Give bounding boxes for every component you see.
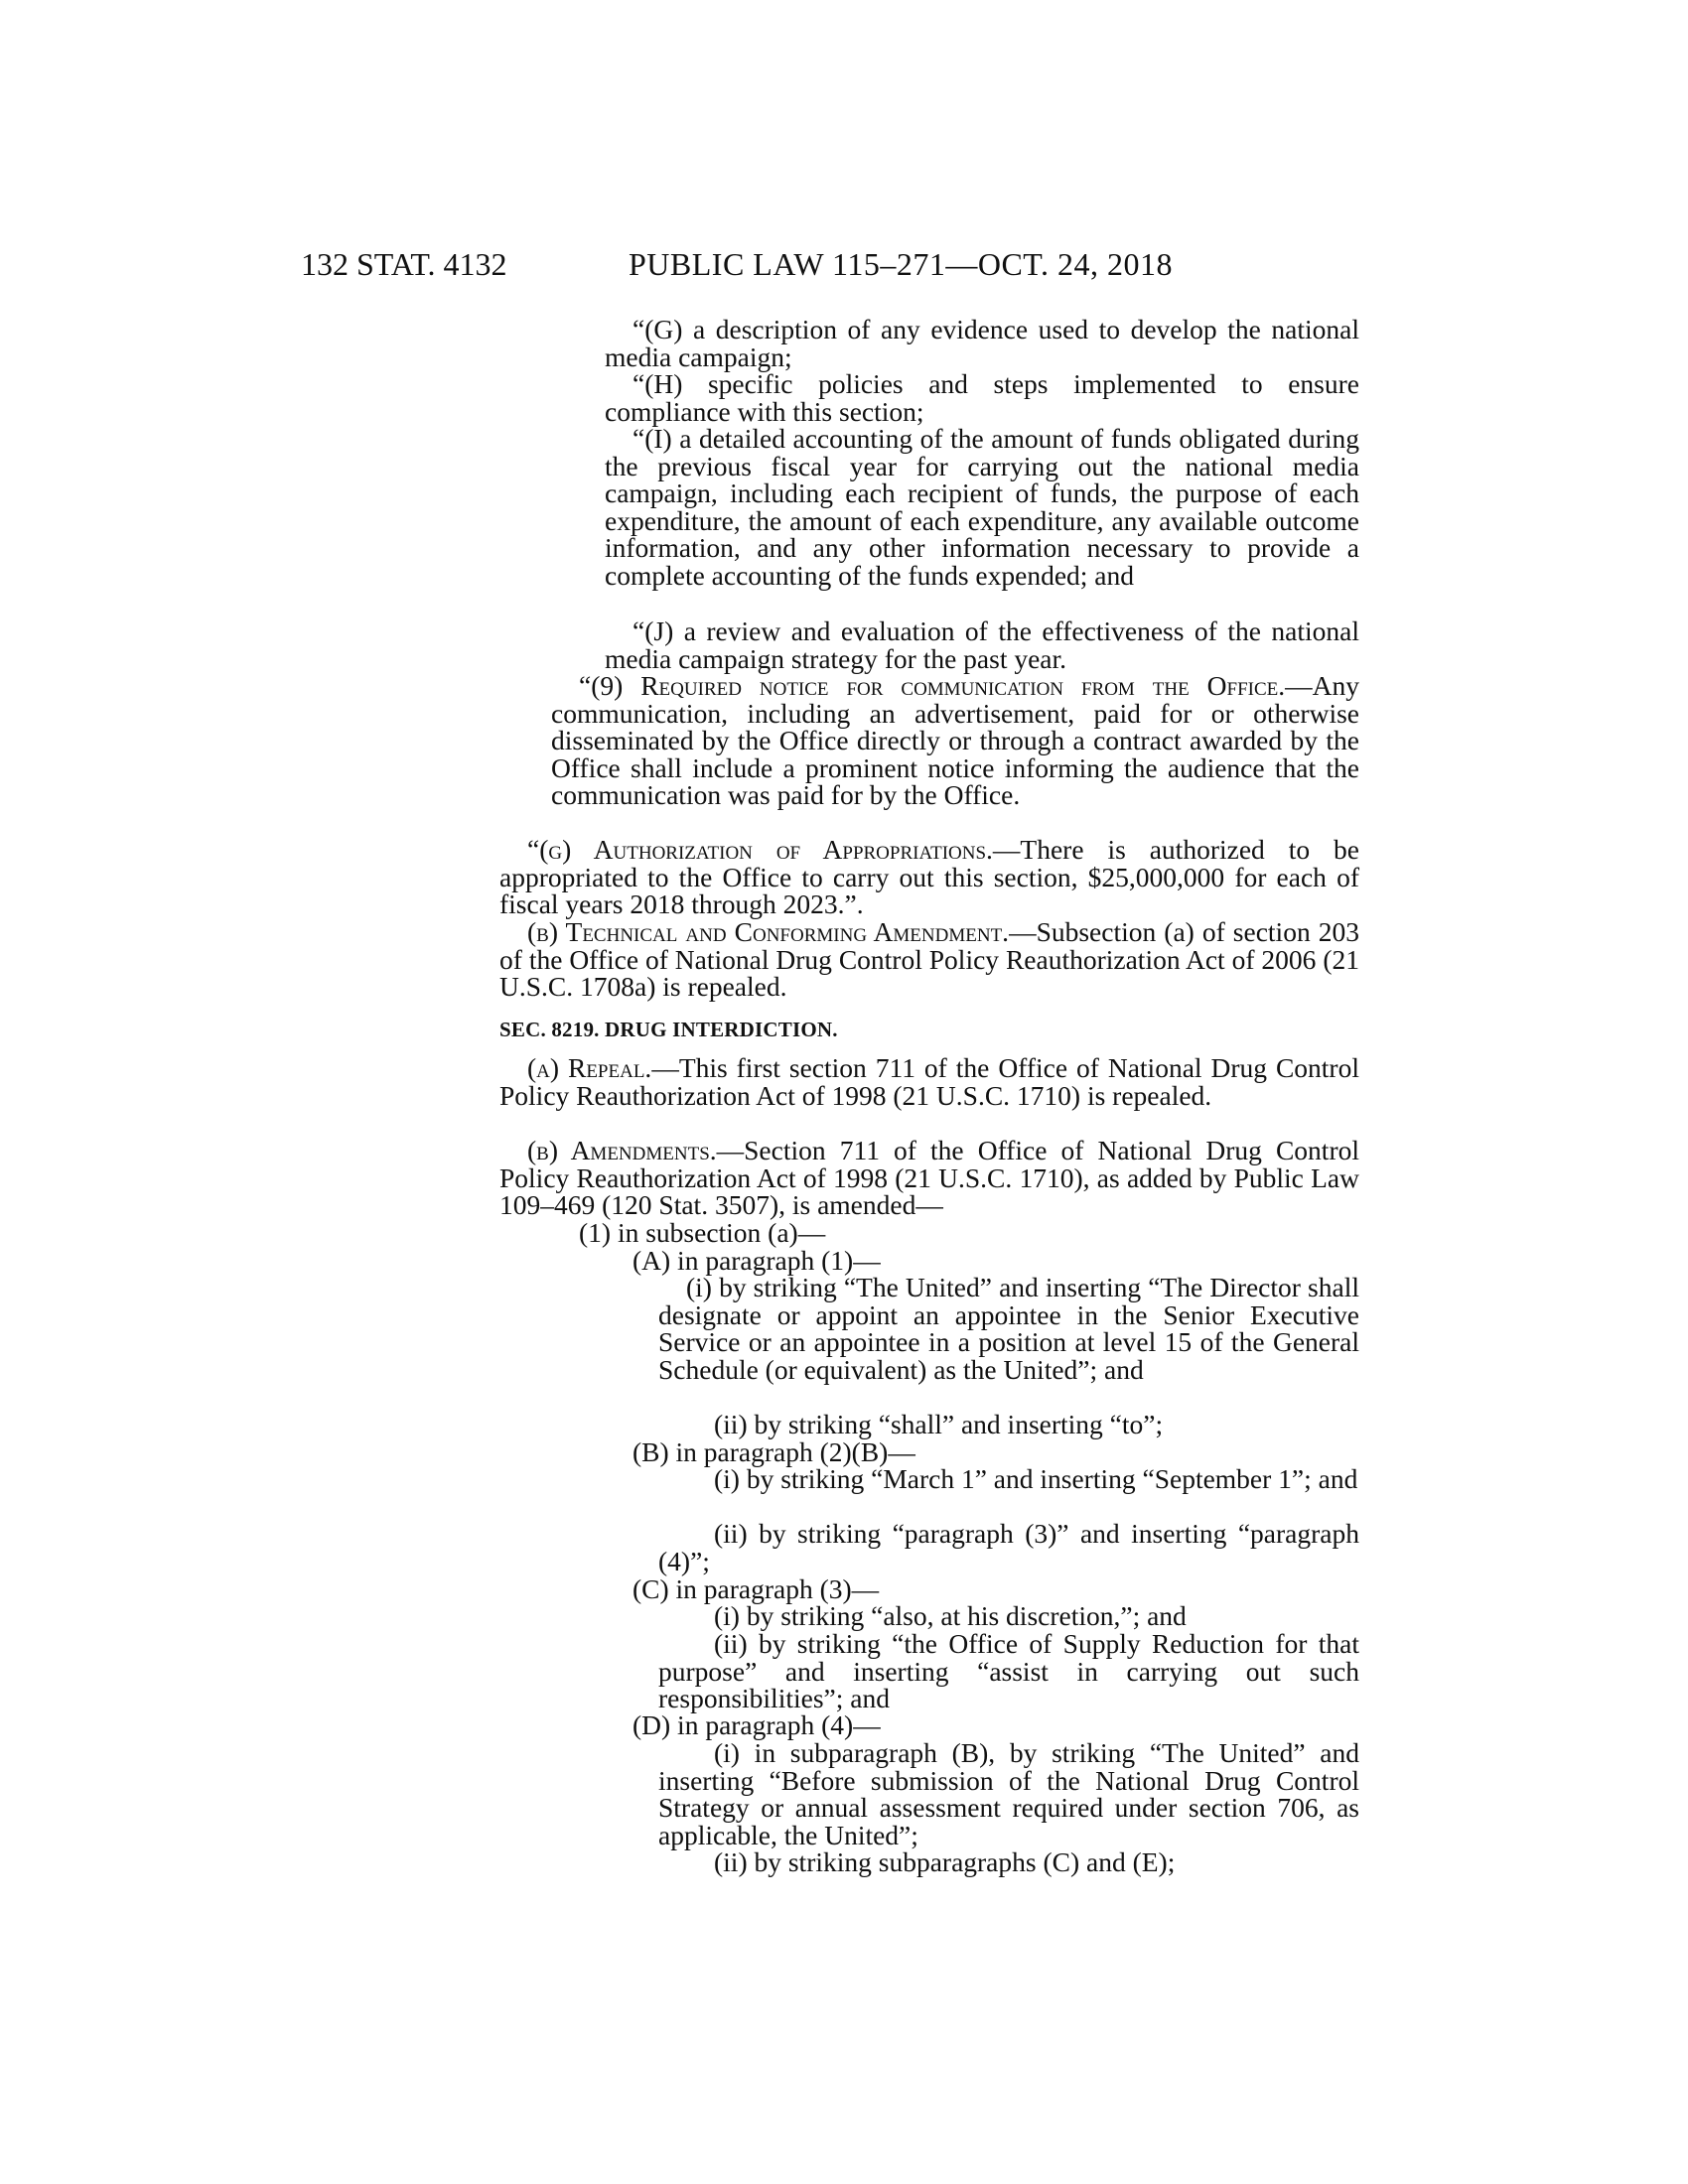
subsection-b-amendments [499, 1137, 1359, 1219]
page-header [0, 246, 1688, 286]
clause-i: “(I) a detailed accounting of the amount of funds obligated during the previous fiscal year for carrying out the national media campaign, including each recipient of funds, the purpose of each expenditure, the amount of each expenditure, any available outcome information, and any other information necessary to provide a complete accounting of the funds expended; and [605, 423, 1359, 591]
paragraph-9 [551, 672, 1359, 809]
clause-g: “(G) a description of any evidence used to develop the national media campaign; [605, 314, 1359, 372]
subsection-a-repeal [499, 1054, 1359, 1109]
item-A-ii: (ii) by striking “shall” and inserting “to”; [714, 1409, 1164, 1439]
clause-h: “(H) specific policies and steps implemented to ensure compliance with this section; [605, 368, 1359, 427]
amendments-body: —Section 711 of the Office of National Drug Control Policy Reauthorization Act of 1998 (21 U.S.C. 1710), as added by Public Law 109–469 (120 Stat. 3507), is amended— [499, 1135, 1359, 1221]
item-1: (1) in subsection (a)— [579, 1217, 826, 1248]
section-heading: SEC. 8219. DRUG INTERDICTION. [499, 1018, 838, 1041]
repeal-body: —This first section 711 of the Office of National Drug Control Policy Reauthorization Act of 1998 (21 U.S.C. 1710) is repealed. [499, 1052, 1359, 1111]
law-title: PUBLIC LAW 115–271—OCT. 24, 2018 [629, 246, 1173, 282]
paragraph-9-heading: “(9) Required notice for communication from the Office. [579, 670, 1286, 701]
item-A: (A) in paragraph (1)— [633, 1245, 881, 1276]
item-D-i: (i) in subparagraph (B), by striking “The United” and inserting “Before submission of the National Drug Control Strategy or annual assessment required under section 706, as applicable, the United”; [658, 1737, 1359, 1850]
subsection-g-heading: “(g) Authorization of Appropriations. [527, 834, 993, 865]
item-C: (C) in paragraph (3)— [633, 1573, 880, 1604]
item-D-ii: (ii) by striking subparagraphs (C) and (E); [714, 1846, 1176, 1877]
subsection-b-body: —Subsection (a) of section 203 of the Office of National Drug Control Policy Reauthorization Act of 2006 (21 U.S.C. 1708a) is repealed. [499, 916, 1359, 1003]
subsection-b-heading: (b) Technical and Conforming Amendment. [527, 916, 1010, 947]
subsection-b-technical [499, 918, 1359, 1001]
item-B-ii: (ii) by striking “paragraph (3)” and inserting “paragraph (4)”; [658, 1518, 1359, 1576]
item-A-i: (i) by striking “The United” and inserting “The Director shall designate or appoint an appointee in the Senior Executive Service or an appointee in a position at level 15 of the General Schedule (or equivalent) as the United”; and [658, 1272, 1359, 1385]
stat-reference: 132 STAT. 4132 [301, 246, 507, 282]
amendments-heading: (b) Amendments. [527, 1135, 717, 1165]
subsection-g-body: —There is authorized to be appropriated to the Office to carry out this section, $25,000,000 for each of fiscal years 2018 through 2023.”. [499, 834, 1359, 920]
subsection-g [499, 836, 1359, 918]
repeal-heading: (a) Repeal. [527, 1052, 652, 1083]
paragraph-9-body: —Any communication, including an advertisement, paid for or otherwise disseminated by the Office directly or through a contract awarded by the Office shall include a prominent notice informing the audience that the communication was paid for by the Office. [551, 670, 1359, 811]
item-C-ii: (ii) by striking “the Office of Supply Reduction for that purpose” and inserting “assist in carrying out such responsibilities”; and [658, 1628, 1359, 1714]
clause-j: “(J) a review and evaluation of the effectiveness of the national media campaign strategy for the past year. [605, 615, 1359, 674]
item-C-i: (i) by striking “also, at his discretion,”; and [714, 1600, 1187, 1631]
item-B-i: (i) by striking “March 1” and inserting “September 1”; and [714, 1463, 1358, 1494]
item-D: (D) in paragraph (4)— [633, 1709, 881, 1740]
item-B: (B) in paragraph (2)(B)— [633, 1436, 915, 1467]
